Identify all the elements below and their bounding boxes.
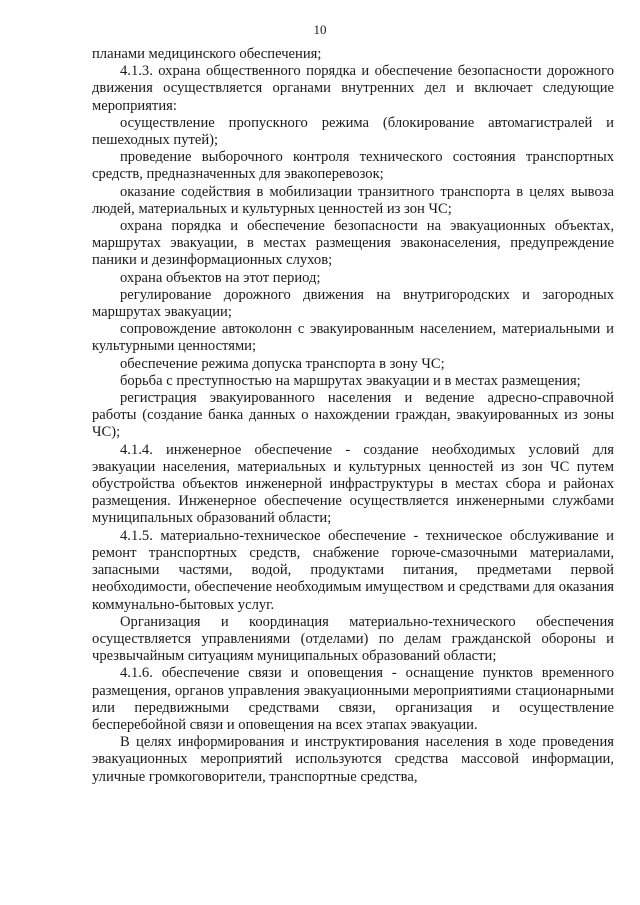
paragraph: осуществление пропускного режима (блокирование автомагистралей и пешеходных путей); [92, 114, 614, 149]
paragraph: регистрация эвакуированного населения и ведение адресно-справочной работы (создание банка данных о нахождении граждан, эвакуированных из зоны ЧС); [92, 390, 614, 441]
paragraph: регулирование дорожного движения на внутригородских и загородных маршрутах эвакуации; [92, 286, 614, 321]
paragraph: 4.1.5. материально-техническое обеспечение - техническое обслуживание и ремонт транспортных средств, снабжение горюче-смазочными материалами, запасными частями, водой, продуктами питания, предметами первой необходимости, обеспечение необходимым имуществом и средствами для оказания коммунально-бытовых услуг. [92, 527, 614, 613]
paragraph: обеспечение режима допуска транспорта в зону ЧС; [120, 355, 445, 372]
paragraph: охрана объектов на этот период; [120, 269, 321, 286]
paragraph: сопровождение автоколонн с эвакуированным населением, материальными и культурными ценностями; [92, 321, 614, 355]
paragraph: проведение выборочного контроля технического состояния транспортных средств, предназначенных для эвакоперевозок; [92, 149, 614, 183]
paragraph: 4.1.6. обеспечение связи и оповещения - оснащение пунктов временного размещения, органов управления эвакуационными мероприятиями стационарными или передвижными средствами связи, организация и осуществление бесперебойной связи и оповещения на всех этапах эвакуации. [92, 665, 614, 733]
paragraph: 4.1.4. инженерное обеспечение - создание необходимых условий для эвакуации населения, материальных и культурных ценностей из зон ЧС путем обустройства объектов инженерной инфраструктуры в местах сбора и районах размещения. Инженерное обеспечение осуществляется инженерными службами муниципальных образований области; [92, 441, 614, 527]
paragraph: В целях информирования и инструктирования населения в ходе проведения эвакуационных мероприятий используются средства массовой информации, уличные громкоговорители, транспортные средства, [92, 734, 614, 785]
paragraph: 4.1.3. охрана общественного порядка и обеспечение безопасности дорожного движения осуществляется органами внутренних дел и включает следующие мероприятия: [92, 63, 614, 114]
document-body [92, 46, 614, 786]
paragraph: охрана порядка и обеспечение безопасности на эвакуационных объектах, маршрутах эвакуации, в местах размещения эваконаселения, предупреждение паники и дезинформационных слухов; [92, 218, 614, 269]
page-number: 10 [313, 22, 327, 37]
paragraph: Организация и координация материально-технического обеспечения осуществляется управлениями (отделами) по делам гражданской обороны и чрезвычайным ситуациям муниципальных образований области; [92, 613, 614, 665]
paragraph: борьба с преступностью на маршрутах эвакуации и в местах размещения; [120, 372, 581, 389]
paragraph: планами медицинского обеспечения; [92, 46, 322, 62]
paragraph: оказание содействия в мобилизации транзитного транспорта в целях вывоза людей, материальных и культурных ценностей из зон ЧС; [92, 183, 614, 217]
